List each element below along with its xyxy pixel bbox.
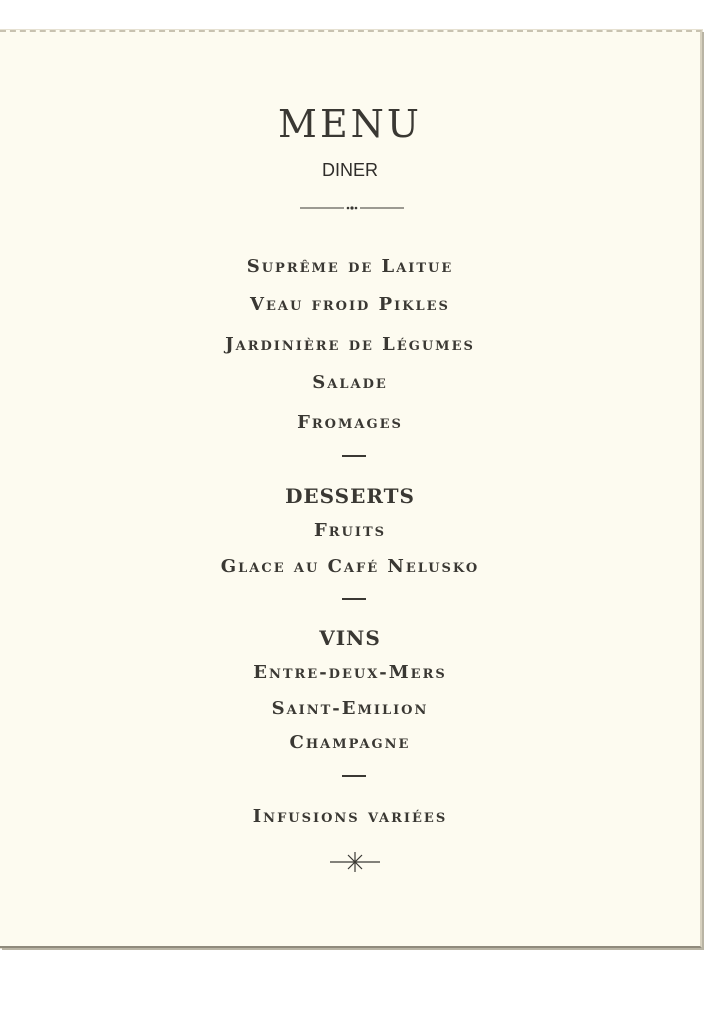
menu-title: MENU bbox=[278, 102, 422, 146]
dash-divider-icon bbox=[342, 775, 366, 777]
menu-subtitle: DINER bbox=[321, 160, 378, 180]
course-item: Fromages bbox=[297, 412, 403, 433]
desserts-heading: DESSERTS bbox=[285, 484, 415, 508]
course-item: Suprême de Laitue bbox=[246, 256, 454, 277]
wines-heading: VINS bbox=[319, 626, 381, 650]
menu-content bbox=[0, 32, 700, 946]
course-item: Salade bbox=[312, 372, 388, 393]
course-item: Jardinière de Légumes bbox=[225, 334, 475, 355]
wine-item: Entre-deux-Mers bbox=[253, 662, 447, 683]
dash-divider-icon bbox=[342, 455, 366, 457]
asterisk-ornament-icon bbox=[330, 850, 380, 874]
dessert-item: Fruits bbox=[313, 520, 387, 541]
ornament-divider-icon bbox=[300, 204, 404, 212]
wine-item: Champagne bbox=[289, 732, 411, 753]
dash-divider-icon bbox=[342, 598, 366, 600]
closing-item: Infusions variées bbox=[252, 806, 448, 827]
dessert-item: Glace au Café Nelusko bbox=[220, 556, 480, 577]
course-item: Veau froid Pikles bbox=[250, 294, 450, 315]
menu-card bbox=[0, 30, 702, 948]
wine-item: Saint-Emilion bbox=[271, 698, 429, 719]
